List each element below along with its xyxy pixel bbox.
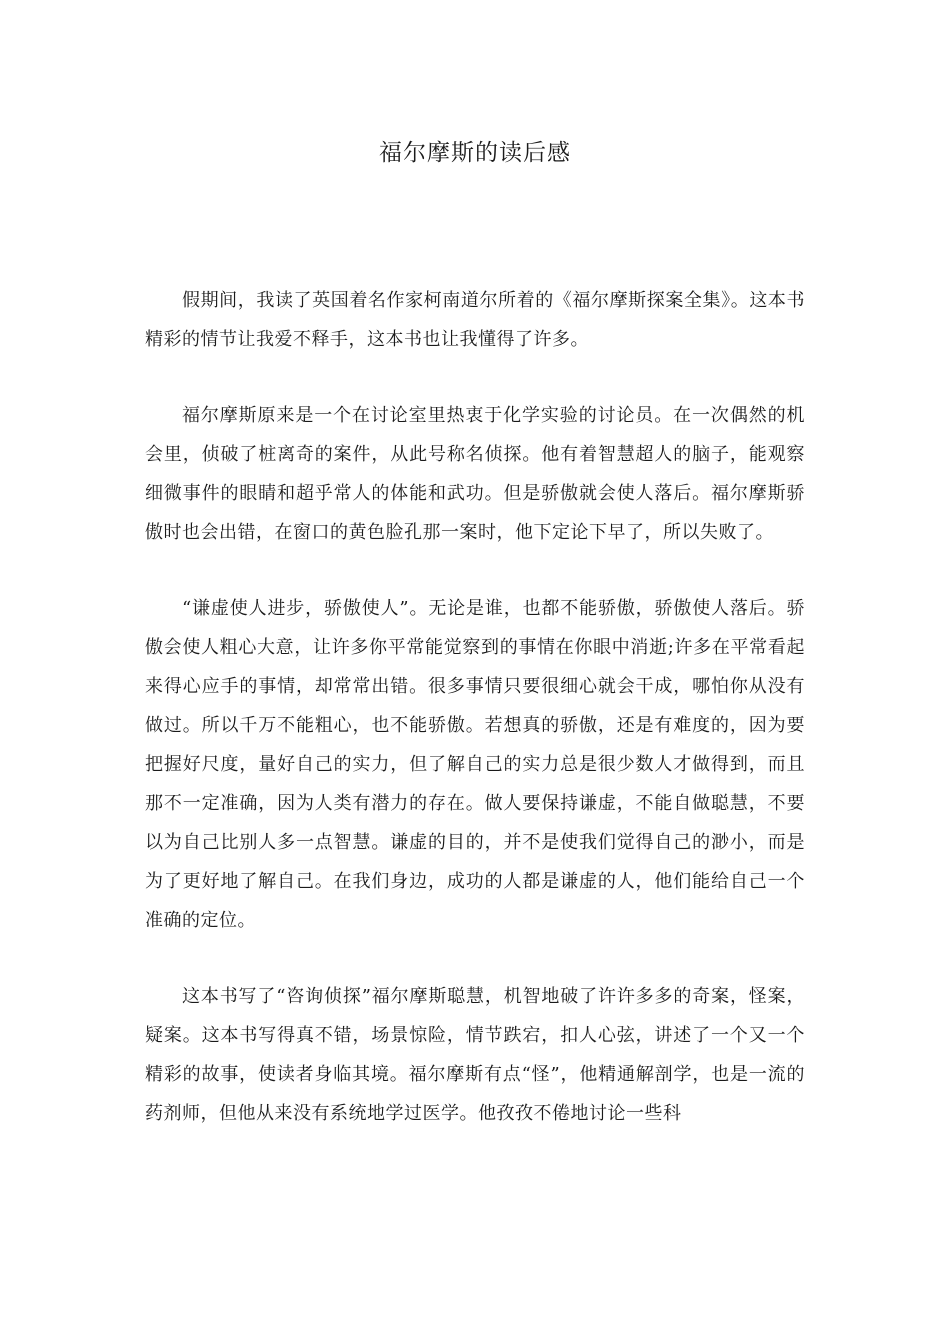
document-body: [145, 281, 805, 1170]
paragraph-2: 福尔摩斯原来是一个在讨论室里热衷于化学实验的讨论员。在一次偶然的机会里，侦破了桩离奇的案件，从此号称名侦探。他有着智慧超人的脑子，能观察细微事件的眼睛和超乎常人的体能和武功。但是骄傲就会使人落后。福尔摩斯骄傲时也会出错，在窗口的黄色脸孔那一案时，他下定论下早了，所以失败了。: [145, 405, 805, 543]
paragraph-3: “谦虚使人进步，骄傲使人”。无论是谁，也都不能骄傲，骄傲使人落后。骄傲会使人粗心大意，让许多你平常能觉察到的事情在你眼中消逝;许多在平常看起来得心应手的事情，却常常出错。很多事情只要很细心就会干成，哪怕你从没有做过。所以千万不能粗心，也不能骄傲。若想真的骄傲，还是有难度的，因为要把握好尺度，量好自己的实力，但了解自己的实力总是很少数人才做得到，而且那不一定准确，因为人类有潜力的存在。做人要保持谦虚，不能自做聪慧，不要以为自己比别人多一点智慧。谦虚的目的，并不是使我们觉得自己的渺小，而是为了更好地了解自己。在我们身边，成功的人都是谦虚的人，他们能给自己一个准确的定位。: [145, 598, 805, 931]
document-title: 福尔摩斯的读后感: [379, 140, 571, 166]
paragraph-4: 这本书写了“咨询侦探”福尔摩斯聪慧，机智地破了许许多多的奇案，怪案，疑案。这本书写得真不错，场景惊险，情节跌宕，扣人心弦，讲述了一个又一个精彩的故事，使读者身临其境。福尔摩斯有点“怪”，他精通解剖学，也是一流的药剂师，但他从来没有系统地学过医学。他孜孜不倦地讨论一些科: [145, 986, 805, 1124]
paragraph-1: 假期间，我读了英国着名作家柯南道尔所着的《福尔摩斯探案全集》。这本书精彩的情节让我爱不释手，这本书也让我懂得了许多。: [145, 290, 805, 350]
